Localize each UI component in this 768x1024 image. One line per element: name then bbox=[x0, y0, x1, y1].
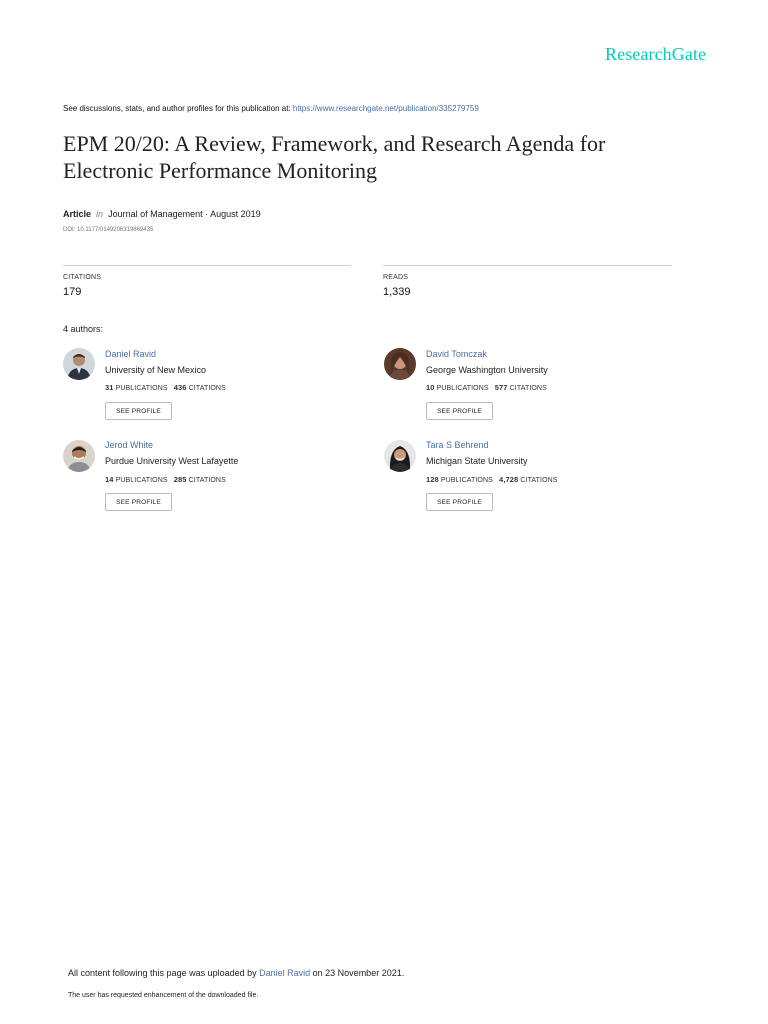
reads-divider bbox=[383, 265, 672, 266]
upload-suffix: on 23 November 2021. bbox=[310, 968, 405, 978]
see-profile-button[interactable]: SEE PROFILE bbox=[105, 493, 172, 511]
citations-divider bbox=[63, 265, 351, 266]
publication-count: 31 bbox=[105, 383, 114, 392]
publications-label: PUBLICATIONS bbox=[440, 477, 493, 484]
profiles-disclaimer bbox=[63, 104, 479, 113]
citation-count: 577 bbox=[494, 383, 508, 392]
publications-label: PUBLICATIONS bbox=[436, 385, 489, 392]
reads-label: READS bbox=[383, 274, 409, 281]
see-profile-button[interactable]: SEE PROFILE bbox=[426, 493, 493, 511]
citation-count: 436 bbox=[173, 383, 187, 392]
citations-value: 179 bbox=[63, 286, 82, 298]
author-institution: Purdue University West Lafayette bbox=[105, 456, 239, 466]
publication-count: 128 bbox=[426, 475, 439, 484]
researchgate-logo[interactable]: ResearchGate bbox=[605, 44, 707, 64]
uploader-link[interactable]: Daniel Ravid bbox=[259, 968, 311, 978]
article-meta bbox=[63, 209, 261, 219]
author-name-link[interactable]: David Tomczak bbox=[426, 349, 487, 359]
upload-notice bbox=[68, 968, 404, 978]
see-profile-button[interactable]: SEE PROFILE bbox=[105, 402, 172, 420]
title-line-2: Electronic Performance Monitoring bbox=[63, 158, 378, 183]
citation-count: 4,728 bbox=[499, 475, 519, 484]
authors-heading: 4 authors: bbox=[63, 324, 104, 334]
enhancement-notice: The user has requested enhancement of the downloaded file. bbox=[68, 992, 259, 999]
citations-label: CITATIONS bbox=[188, 477, 226, 484]
avatar[interactable] bbox=[63, 440, 95, 472]
author-name-link[interactable]: Jerod White bbox=[105, 440, 154, 450]
author-stats bbox=[426, 383, 547, 392]
avatar[interactable] bbox=[384, 440, 416, 472]
publication-title bbox=[63, 130, 723, 184]
in-word: in bbox=[96, 209, 104, 219]
citations-label: CITATIONS bbox=[63, 274, 102, 281]
publications-label: PUBLICATIONS bbox=[115, 477, 168, 484]
author-stats bbox=[105, 383, 226, 392]
publication-count: 10 bbox=[426, 383, 435, 392]
title-line-1: EPM 20/20: A Review, Framework, and Research Agenda for bbox=[63, 131, 606, 156]
citations-label: CITATIONS bbox=[520, 477, 558, 484]
citations-label: CITATIONS bbox=[188, 385, 226, 392]
citation-count: 285 bbox=[173, 475, 187, 484]
author-stats bbox=[426, 475, 558, 484]
doi: DOI: 10.1177/0149206319869435 bbox=[63, 227, 154, 233]
disclaimer-text: See discussions, stats, and author profiles for this publication at: bbox=[63, 104, 293, 113]
publications-label: PUBLICATIONS bbox=[115, 385, 168, 392]
publication-link[interactable]: https://www.researchgate.net/publication/335279759 bbox=[292, 104, 479, 113]
author-institution: George Washington University bbox=[426, 365, 548, 375]
upload-prefix: All content following this page was uploaded by bbox=[68, 968, 260, 978]
author-institution: University of New Mexico bbox=[105, 365, 207, 375]
author-name-link[interactable]: Daniel Ravid bbox=[105, 349, 157, 359]
avatar[interactable] bbox=[63, 348, 95, 380]
author-stats bbox=[105, 475, 226, 484]
reads-value: 1,339 bbox=[383, 286, 411, 298]
author-institution: Michigan State University bbox=[426, 456, 528, 466]
journal-name: Journal of Management · August 2019 bbox=[108, 209, 261, 219]
citations-label: CITATIONS bbox=[509, 385, 547, 392]
avatar[interactable] bbox=[384, 348, 416, 380]
author-name-link[interactable]: Tara S Behrend bbox=[426, 440, 489, 450]
publication-count: 14 bbox=[105, 475, 114, 484]
article-type: Article bbox=[63, 209, 92, 219]
see-profile-button[interactable]: SEE PROFILE bbox=[426, 402, 493, 420]
